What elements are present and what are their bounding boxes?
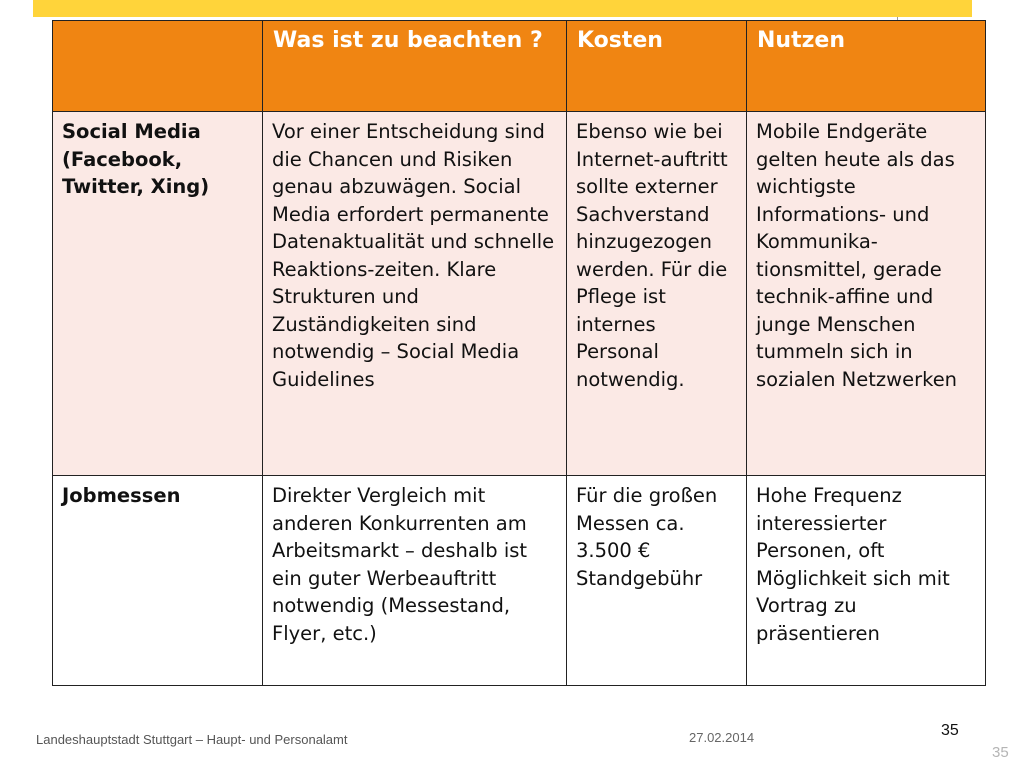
cell-was-ist-zu-beachten: Direkter Vergleich mit anderen Konkurrenten am Arbeitsmarkt – deshalb ist ein guter Werbeauftritt notwendig (Messestand, Flyer, etc.) — [263, 476, 567, 686]
cell-nutzen: Mobile Endgeräte gelten heute als das wichtigste Informations- und Kommunika-tionsmittel, gerade technik-affine und junge Menschen tummeln sich in sozialen Netzwerken — [747, 112, 986, 476]
comparison-table — [52, 20, 986, 686]
page-number-secondary: 35 — [992, 744, 1009, 761]
header-cell-kosten: Kosten — [567, 21, 747, 112]
cell-nutzen: Hohe Frequenz interessierter Personen, oft Möglichkeit sich mit Vortrag zu präsentieren — [747, 476, 986, 686]
cell-kosten: Ebenso wie bei Internet-auftritt sollte externer Sachverstand hinzugezogen werden. Für die Pflege ist internes Personal notwendig. — [567, 112, 747, 476]
cell-was-ist-zu-beachten: Vor einer Entscheidung sind die Chancen und Risiken genau abzuwägen. Social Media erfordert permanente Datenaktualität und schnelle Reaktions-zeiten. Klare Strukturen und Zuständigkeiten sind notwendig – Social Media Guidelines — [263, 112, 567, 476]
table-header-row — [53, 21, 986, 112]
header-cell-empty — [53, 21, 263, 112]
page-number: 35 — [941, 722, 959, 739]
top-accent-bar — [33, 0, 972, 17]
table-row — [53, 476, 986, 686]
footer-organization: Landeshauptstadt Stuttgart – Haupt- und Personalamt — [36, 732, 348, 747]
header-cell-nutzen: Nutzen — [747, 21, 986, 112]
cell-kosten: Für die großen Messen ca. 3.500 € Standgebühr — [567, 476, 747, 686]
table-row — [53, 112, 986, 476]
row-label: Jobmessen — [53, 476, 263, 686]
row-label: Social Media (Facebook, Twitter, Xing) — [53, 112, 263, 476]
header-cell-was-ist-zu-beachten: Was ist zu beachten ? — [263, 21, 567, 112]
footer-date: 27.02.2014 — [689, 730, 755, 745]
